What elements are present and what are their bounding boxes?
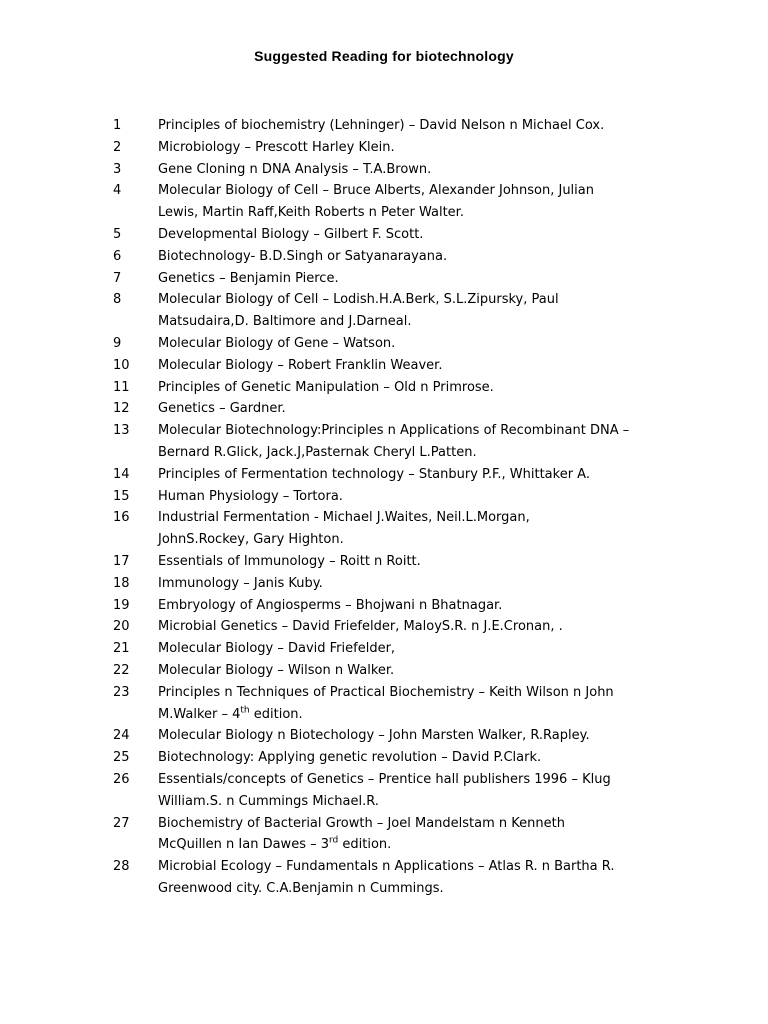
list-item [0, 813, 768, 857]
item-line: Principles n Techniques of Practical Biochemistry – Keith Wilson n John [158, 684, 614, 700]
list-item [0, 551, 768, 573]
item-line: Essentials/concepts of Genetics – Prentice hall publishers 1996 – Klug [158, 771, 611, 787]
item-line: Immunology – Janis Kuby. [158, 575, 323, 591]
item-line: Biotechnology: Applying genetic revolution – David P.Clark. [158, 750, 542, 766]
item-text [158, 180, 658, 224]
list-item [0, 137, 768, 159]
list-item [0, 595, 768, 617]
list-item [0, 289, 768, 333]
item-line: Microbial Genetics – David Friefelder, MaloyS.R. n J.E.Cronan, . [158, 619, 563, 635]
item-number: 27 [113, 815, 130, 831]
item-number: 11 [113, 379, 130, 395]
item-line: Molecular Biotechnology:Principles n Applications of Recombinant DNA – [158, 423, 630, 439]
item-number: 22 [113, 662, 130, 678]
item-text [158, 159, 658, 181]
item-text [158, 616, 658, 638]
reading-list [0, 115, 768, 900]
item-text [158, 507, 658, 551]
item-line: M.Walker – 4th edition. [158, 705, 303, 722]
list-item [0, 464, 768, 486]
item-line: Molecular Biology – Wilson n Walker. [158, 662, 395, 678]
item-number: 9 [113, 335, 122, 351]
item-number: 23 [113, 684, 130, 700]
item-text [158, 769, 658, 813]
list-item [0, 507, 768, 551]
item-number: 13 [113, 423, 130, 439]
item-text [158, 464, 658, 486]
item-text [158, 638, 658, 660]
item-text [158, 682, 658, 726]
item-number: 7 [113, 270, 122, 286]
item-text [158, 486, 658, 508]
list-item [0, 747, 768, 769]
list-item [0, 573, 768, 595]
item-text [158, 246, 658, 268]
item-number: 26 [113, 771, 130, 787]
item-number: 2 [113, 139, 122, 155]
item-number: 10 [113, 357, 130, 373]
document-title: Suggested Reading for biotechnology [254, 48, 514, 64]
list-item [0, 115, 768, 137]
item-text [158, 289, 658, 333]
item-line: Microbial Ecology – Fundamentals n Applications – Atlas R. n Bartha R. [158, 859, 615, 875]
list-item [0, 180, 768, 224]
item-line: Molecular Biology of Gene – Watson. [158, 335, 396, 351]
list-item [0, 268, 768, 290]
item-text [158, 551, 658, 573]
item-line: Biochemistry of Bacterial Growth – Joel Mandelstam n Kenneth [158, 815, 565, 831]
list-item [0, 224, 768, 246]
item-number: 8 [113, 292, 122, 308]
item-number: 21 [113, 641, 130, 657]
item-number: 20 [113, 619, 130, 635]
list-item [0, 616, 768, 638]
item-line: Principles of biochemistry (Lehninger) – David Nelson n Michael Cox. [158, 118, 605, 133]
list-item [0, 246, 768, 268]
item-text [158, 355, 658, 377]
item-line: William.S. n Cummings Michael.R. [158, 793, 379, 809]
item-text [158, 268, 658, 290]
list-item [0, 420, 768, 464]
item-line: JohnS.Rockey, Gary Highton. [158, 532, 344, 548]
list-item [0, 398, 768, 420]
item-number: 14 [113, 466, 130, 482]
item-text [158, 725, 658, 747]
list-item [0, 769, 768, 813]
item-line: Bernard R.Glick, Jack.J,Pasternak Cheryl L.Patten. [158, 444, 477, 460]
item-line: Molecular Biology of Cell – Bruce Alberts, Alexander Johnson, Julian [158, 183, 594, 199]
item-text [158, 377, 658, 399]
list-item [0, 333, 768, 355]
item-number: 1 [113, 118, 122, 133]
item-line: Lewis, Martin Raff,Keith Roberts n Peter Walter. [158, 205, 464, 221]
item-line: Genetics – Gardner. [158, 401, 286, 417]
item-text [158, 595, 658, 617]
item-number: 25 [113, 750, 130, 766]
item-number: 4 [113, 183, 122, 199]
list-item [0, 638, 768, 660]
item-line: Essentials of Immunology – Roitt n Roitt. [158, 553, 421, 569]
list-item [0, 725, 768, 747]
list-item [0, 486, 768, 508]
item-text [158, 420, 658, 464]
list-item [0, 355, 768, 377]
item-line: Microbiology – Prescott Harley Klein. [158, 139, 395, 155]
item-text [158, 856, 658, 900]
item-line: Biotechnology- B.D.Singh or Satyanarayana. [158, 248, 448, 264]
item-text [158, 573, 658, 595]
list-item [0, 660, 768, 682]
item-line: Genetics – Benjamin Pierce. [158, 270, 339, 286]
item-line: Industrial Fermentation - Michael J.Waites, Neil.L.Morgan, [158, 510, 530, 526]
item-number: 28 [113, 859, 130, 875]
list-item [0, 377, 768, 399]
list-item [0, 682, 768, 726]
item-number: 3 [113, 161, 122, 177]
item-number: 5 [113, 226, 122, 242]
item-number: 24 [113, 728, 130, 744]
item-line: Human Physiology – Tortora. [158, 488, 343, 504]
item-line: Matsudaira,D. Baltimore and J.Darneal. [158, 314, 412, 330]
item-line: Principles of Genetic Manipulation – Old n Primrose. [158, 379, 494, 395]
item-line: McQuillen n Ian Dawes – 3rd edition. [158, 835, 392, 853]
item-line: Embryology of Angiosperms – Bhojwani n Bhatnagar. [158, 597, 503, 613]
item-text [158, 813, 658, 857]
item-number: 12 [113, 401, 130, 417]
item-line: Molecular Biology – David Friefelder, [158, 641, 396, 657]
item-number: 18 [113, 575, 130, 591]
item-number: 17 [113, 553, 130, 569]
item-text [158, 660, 658, 682]
item-text [158, 115, 658, 137]
list-item [0, 159, 768, 181]
item-line: Greenwood city. C.A.Benjamin n Cummings. [158, 880, 444, 896]
item-line: Developmental Biology – Gilbert F. Scott. [158, 226, 424, 242]
item-number: 6 [113, 248, 122, 264]
item-number: 19 [113, 597, 130, 613]
item-text [158, 398, 658, 420]
item-number: 16 [113, 510, 130, 526]
item-text [158, 224, 658, 246]
item-line: Principles of Fermentation technology – Stanbury P.F., Whittaker A. [158, 466, 590, 482]
item-text [158, 137, 658, 159]
item-line: Gene Cloning n DNA Analysis – T.A.Brown. [158, 161, 432, 177]
item-text [158, 747, 658, 769]
item-number: 15 [113, 488, 130, 504]
item-text [158, 333, 658, 355]
list-item [0, 856, 768, 900]
item-line: Molecular Biology n Biotechology – John Marsten Walker, R.Rapley. [158, 728, 590, 744]
item-line: Molecular Biology – Robert Franklin Weaver. [158, 357, 443, 373]
item-line: Molecular Biology of Cell – Lodish.H.A.Berk, S.L.Zipursky, Paul [158, 292, 559, 308]
